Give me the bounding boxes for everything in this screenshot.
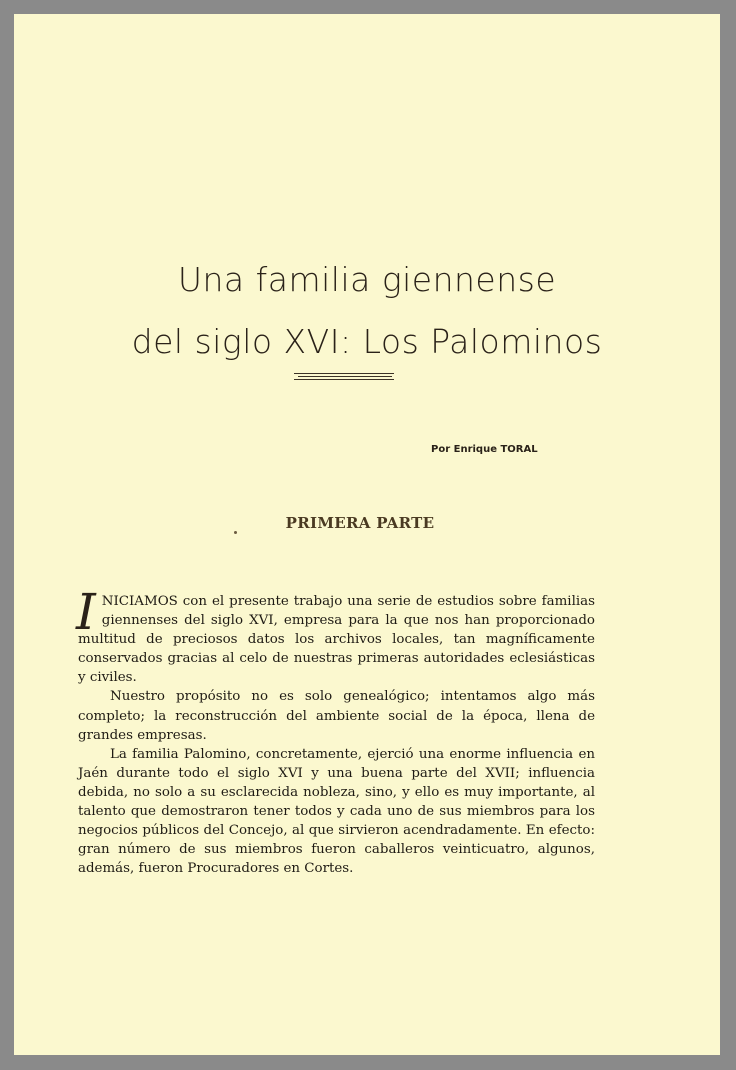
title-divider-rule [294, 379, 394, 380]
title-divider-rule [298, 376, 392, 377]
paragraph: La familia Palomino, concretamente, ejerció una enorme influencia en Jaén durante todo el siglo XVI y una buena parte del XVII; influencia debida, no solo a su esclarecida nobleza, sino, y ello es muy importante, al talento que demostraron tener todos y cada uno de sus miembros para los negocios públicos del Concejo, al que sirvieron acendradamente. En efecto: gran número de sus miembros fueron caballeros veinticuatro, algunos, además, fueron Procuradores en Cortes. [78, 746, 595, 877]
title-line-2: del siglo XVI: Los Palominos [131, 322, 603, 361]
drop-cap: I [76, 583, 96, 641]
paragraph [76, 583, 595, 687]
paragraph: Nuestro propósito no es solo genealógico; intentamos algo más completo; la reconstrucción del ambiente social de la época, llena de grandes empresas. [78, 689, 595, 743]
title-line-1: Una familia giennense [177, 260, 557, 299]
body-text [76, 583, 595, 878]
paragraph-text: NICIAMOS con el presente trabajo una serie de estudios sobre familias giennenses del siglo XVI, empresa para la que nos han proporcionado multitud de preciosos datos los archivos locales, tan magníficamente conservados gracias al celo de nuestras primeras autoridades eclesiásticas y civiles. [78, 594, 595, 686]
title-divider-rule [294, 373, 394, 374]
author-byline: Por Enrique TORAL [431, 444, 538, 455]
document-page [14, 14, 720, 1055]
section-heading: PRIMERA PARTE [285, 514, 435, 532]
